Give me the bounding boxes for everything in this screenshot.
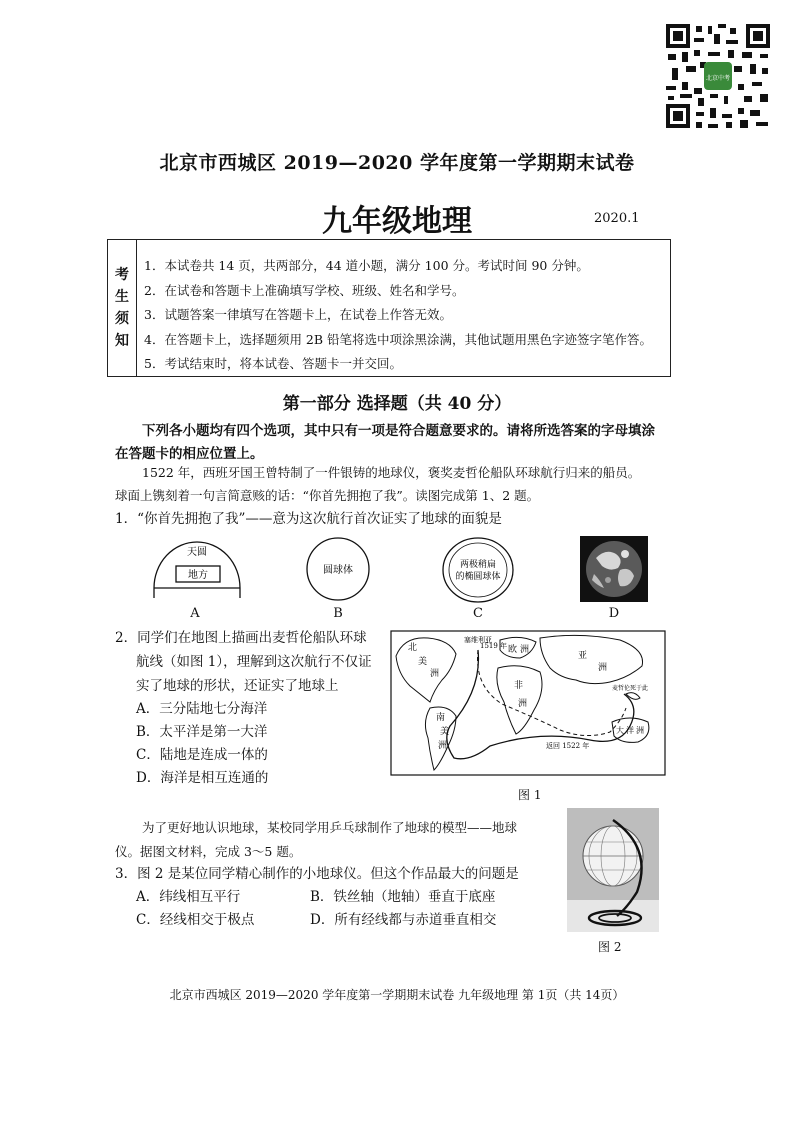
q3-option-b: B．铁丝轴（地轴）垂直于底座: [310, 889, 496, 905]
figure-1-route-map: [390, 630, 666, 776]
q1-b-text: 圆球体: [323, 565, 353, 576]
map-label: 洲: [520, 645, 530, 655]
q2-stem-line1: 2．同学们在地图上描画出麦哲伦船队环球: [115, 630, 367, 646]
notice-item: 2．在试卷和答题卡上准确填写学校、班级、姓名和学号。: [144, 282, 465, 298]
notice-item: 1．本试卷共 14 页，共两部分，44 道小题，满分 100 分。考试时间 90 分钟。: [144, 258, 589, 273]
q1-stem: 1．“你首先拥抱了我”——意为这次航行首次证实了地球的面貌是: [115, 511, 502, 527]
notice-label-char: 生: [115, 289, 129, 305]
passage2-line2: 仪。据图文材料，完成 3～5 题。: [115, 844, 302, 859]
notice-label: [108, 240, 137, 376]
q1-c-text-line2: 的椭圆球体: [455, 572, 501, 582]
notice-list: [144, 254, 652, 377]
q1-option-b-diagram: [305, 536, 371, 602]
map-label: 欧: [508, 645, 518, 655]
q2-stem-line3: 实了地球的形状，还证实了地球上: [136, 678, 339, 694]
notice-item: 4．在答题卡上，选择题须用 2B 铅笔将选中项涂黑涂满，其他试题用黑色字迹签字笔作答。: [144, 331, 653, 347]
notice-label-char: 须: [115, 311, 129, 327]
q1-option-d-earth-image: [580, 536, 648, 602]
q2-stem-line2: 航线（如图 1），理解到这次航行不仅证: [136, 654, 372, 670]
q1-c-text-line1: 两极稍扁: [459, 560, 497, 570]
qr-logo-text: 北京中考: [705, 75, 731, 82]
map-label: 洲: [598, 663, 608, 673]
passage1-line2: 球面上镌刻着一句言简意赅的话：“你首先拥抱了我”。读图完成第 1、2 题。: [115, 488, 540, 503]
map-label: 南: [436, 713, 446, 723]
map-label: 洲: [518, 699, 528, 709]
q1-option-c-diagram: [441, 536, 515, 604]
exam-subtitle: 九年级地理: [322, 204, 472, 239]
map-label: 1519 年: [480, 642, 508, 650]
q2-option-b: B．太平洋是第一大洋: [136, 724, 268, 740]
notice-item: 5．考试结束时，将本试卷、答题卡一并交回。: [144, 356, 402, 371]
qr-code: [664, 22, 772, 130]
page-footer: 北京市西城区 2019—2020 学年度第一学期期末试卷 九年级地理 第 1页（共 14页）: [169, 988, 625, 1002]
map-label: 美: [440, 727, 450, 737]
map-label: 亚: [578, 651, 588, 661]
map-label: 大: [616, 726, 624, 735]
figure-1-caption: 图 1: [518, 788, 542, 802]
exam-date: 2020.1: [594, 211, 640, 226]
map-label: 洲: [636, 726, 644, 735]
q3-option-a: A．纬线相互平行: [136, 889, 241, 905]
exam-title: 北京市西城区 2019—2020 学年度第一学期期末试卷: [159, 152, 635, 174]
q2-option-a: A．三分陆地七分海洋: [136, 701, 268, 717]
q3-option-d: D．所有经线都与赤道垂直相交: [310, 912, 497, 928]
notice-label-char: 知: [115, 333, 129, 349]
map-label: 塞维利亚: [464, 636, 492, 644]
notice-box: [107, 239, 671, 377]
q1-option-a-label: A: [190, 606, 200, 621]
instructions-line2: 在答题卡的相应位置上。: [115, 446, 264, 462]
q1-option-b-label: B: [333, 606, 343, 621]
notice-label-char: 考: [115, 267, 129, 283]
map-label: 洲: [430, 669, 440, 679]
q2-option-d: D．海洋是相互连通的: [136, 770, 269, 786]
section-title: 第一部分 选择题（共 40 分）: [282, 394, 512, 414]
map-label: 美: [418, 657, 428, 667]
q1-a-text-bottom: 地方: [188, 570, 208, 581]
figure-2-globe-photo: [567, 808, 659, 932]
map-label: 麦哲伦死于此: [612, 685, 649, 692]
q2-option-c: C．陆地是连成一体的: [136, 747, 268, 763]
q1-option-a-diagram: [150, 538, 245, 600]
passage1-line1: 1522 年，西班牙国王曾特制了一件银铸的地球仪，褒奖麦哲伦船队环球航行归来的船员。: [142, 465, 641, 480]
map-label: 非: [514, 681, 524, 691]
q1-a-text-top: 天圆: [187, 547, 207, 558]
q3-option-c: C．经线相交于极点: [136, 912, 255, 928]
map-label: 返回 1522 年: [546, 742, 590, 750]
passage2-line1: 为了更好地认识地球，某校同学用乒乓球制作了地球的模型——地球: [142, 820, 518, 835]
q1-option-d-label: D: [608, 606, 620, 621]
q1-option-c-label: C: [473, 606, 483, 621]
figure-2-caption: 图 2: [598, 940, 622, 954]
map-label: 洲: [438, 741, 448, 751]
q3-stem: 3．图 2 是某位同学精心制作的小地球仪。但这个作品最大的问题是: [115, 866, 519, 882]
map-label: 洋: [626, 726, 634, 735]
notice-item: 3．试题答案一律填写在答题卡上，在试卷上作答无效。: [144, 307, 452, 322]
instructions-line1: 下列各小题均有四个选项，其中只有一项是符合题意要求的。请将所选答案的字母填涂: [142, 423, 655, 439]
map-label: 北: [408, 643, 418, 653]
